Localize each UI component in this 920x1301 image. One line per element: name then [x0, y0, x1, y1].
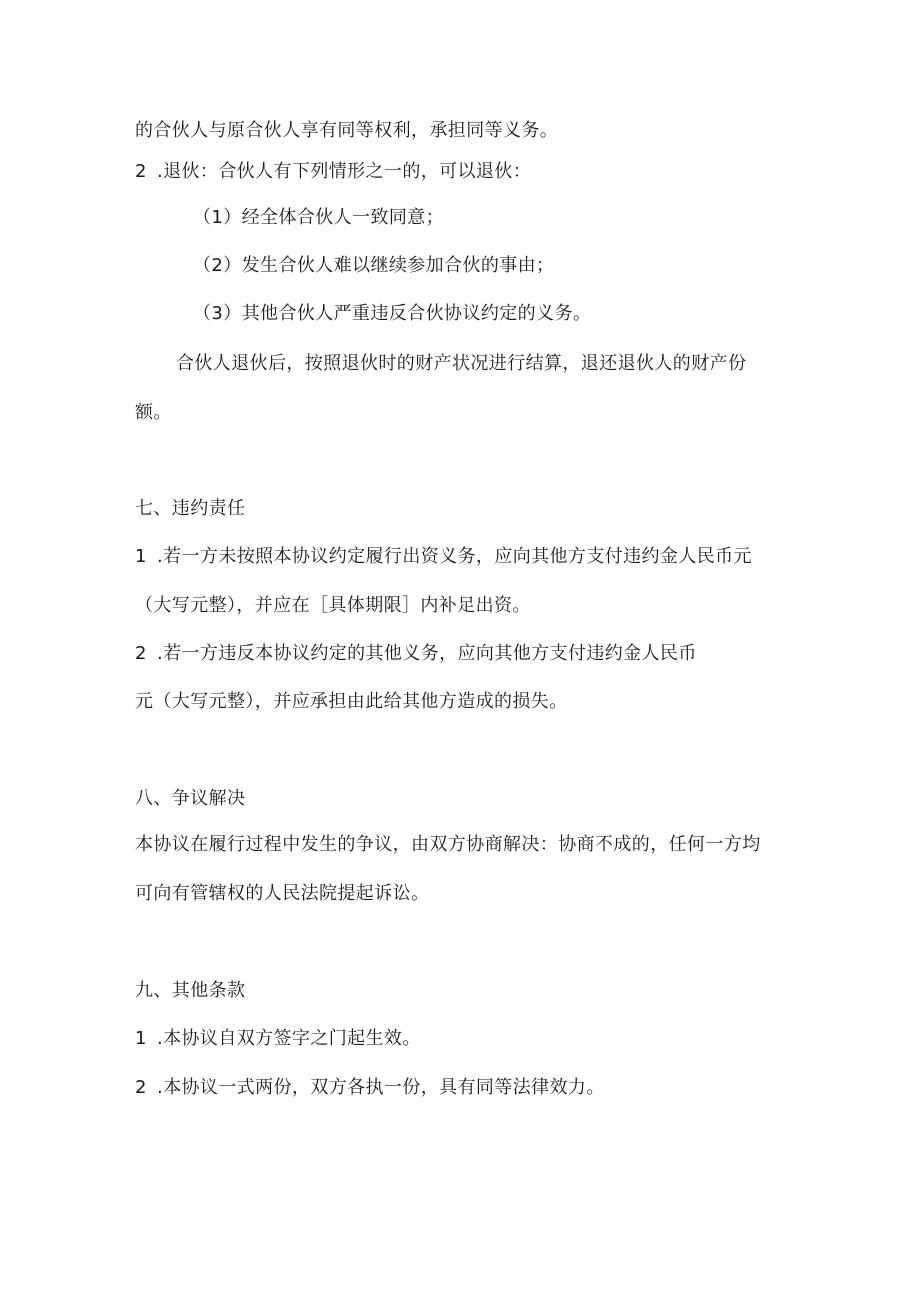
paragraph-line: 的合伙人与原合伙人享有同等权利，承担同等义务。 [135, 120, 559, 141]
item-number: 1 [135, 1028, 147, 1049]
item-text: .退伙：合伙人有下列情形之一的，可以退伙： [157, 161, 532, 182]
item-text: .若一方违反本协议约定的其他义务，应向其他方支付违约金人民币 [157, 643, 697, 664]
item-text: .本协议一式两份，双方各执一份，具有同等法律效力。 [157, 1077, 605, 1098]
paragraph-line: 本协议在履行过程中发生的争议，由双方协商解决：协商不成的，任何一方均 [135, 834, 761, 855]
item-text: .若一方未按照本协议约定履行出资义务，应向其他方支付违约金人民币元 [157, 546, 752, 567]
paragraph-line: 额。 [135, 402, 172, 423]
list-item-7-2 [135, 642, 697, 666]
section-heading-7: 七、违约责任 [135, 498, 246, 519]
list-item-withdrawal [135, 160, 531, 184]
paragraph-line: 元（大写元整），并应承担由此给其他方造成的损失。 [135, 691, 568, 712]
paragraph-line: 合伙人退伙后，按照退伙时的财产状况进行结算，退还退伙人的财产份 [176, 353, 747, 374]
sub-item-1: （1）经全体合伙人一致同意； [193, 207, 445, 228]
section-heading-8: 八、争议解决 [135, 788, 246, 809]
item-text: .本协议自双方签字之门起生效。 [157, 1028, 421, 1049]
sub-item-2: （2）发生合伙人难以继续参加合伙的事由； [193, 255, 555, 276]
item-number: 2 [135, 1077, 147, 1098]
list-item-7-1 [135, 545, 752, 569]
item-number: 2 [135, 643, 147, 664]
sub-item-3: （3）其他合伙人严重违反合伙协议约定的义务。 [193, 303, 592, 324]
paragraph-line: 可向有管辖权的人民法院提起诉讼。 [135, 883, 430, 904]
list-item-9-2 [135, 1076, 605, 1100]
paragraph-line: （大写元整），并应在［具体期限］内补足出资。 [135, 595, 531, 616]
item-number: 2 [135, 161, 147, 182]
item-number: 1 [135, 546, 147, 567]
section-heading-9: 九、其他条款 [135, 980, 246, 1001]
list-item-9-1 [135, 1027, 421, 1051]
